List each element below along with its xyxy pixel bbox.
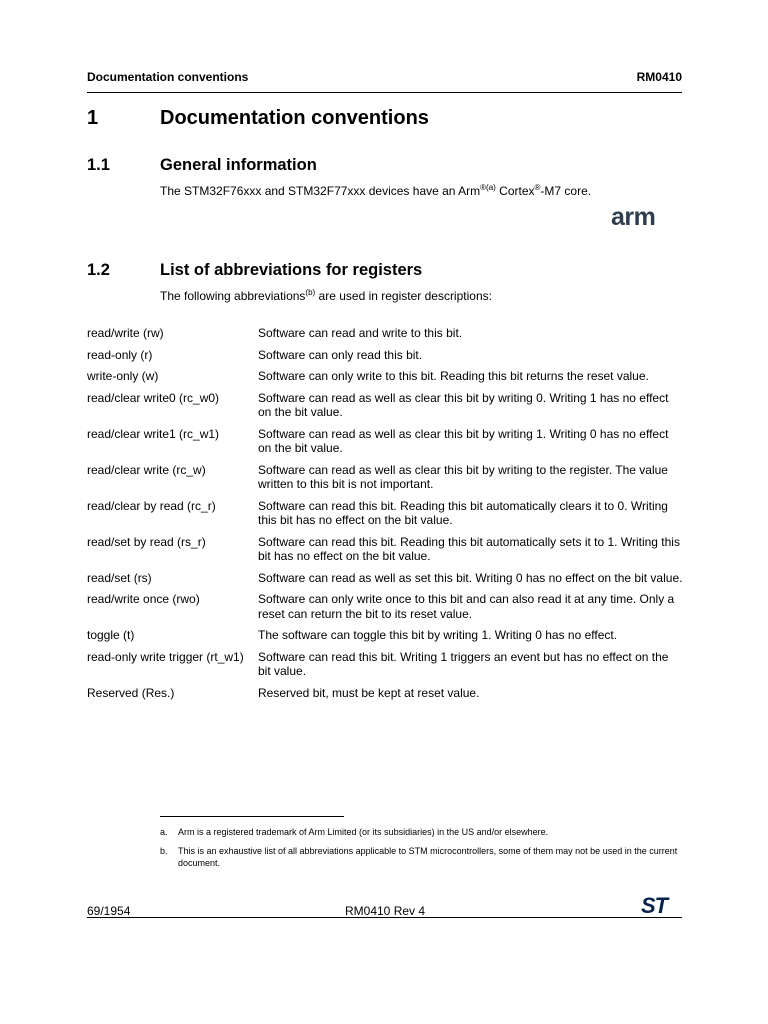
footnote-text: Arm is a registered trademark of Arm Limited (or its subsidiaries) in the US and/or elsewhere. [178, 827, 549, 837]
abbreviation-description: Software can only write to this bit. Reading this bit returns the reset value. [258, 369, 649, 383]
st-logo-text: ST [641, 894, 668, 916]
abbreviation-description: Software can only read this bit. [258, 347, 423, 362]
arm-logo [611, 204, 675, 230]
abbreviation-term: Reserved (Res.) [87, 685, 175, 700]
section-1-2-title: List of abbreviations for registers [160, 261, 423, 279]
general-info-text-c: -M7 core. [540, 184, 592, 198]
abbreviation-row [87, 427, 687, 456]
footnote-a [160, 826, 680, 838]
abbreviation-description: The software can toggle this bit by writing 1. Writing 0 has no effect. [258, 628, 618, 642]
general-info-paragraph [160, 184, 591, 198]
abbreviations-intro [160, 289, 492, 303]
page-header [87, 70, 682, 93]
abbreviation-description: Software can read this bit. Writing 1 triggers an event but has no effect on the bit value. [258, 649, 669, 678]
footnote-b [160, 845, 680, 869]
section-1-2-number: 1.2 [87, 261, 110, 279]
abbreviation-term: read/set by read (rs_r) [87, 534, 206, 549]
abbreviation-description: Software can read and write to this bit. [258, 326, 463, 340]
st-logo [640, 894, 680, 916]
abbreviation-row [87, 369, 687, 384]
abbreviation-term: read/clear write1 (rc_w1) [87, 426, 220, 441]
abbreviation-row [87, 348, 687, 363]
abbreviation-row [87, 463, 687, 492]
abbreviations-intro-text-b: are used in register descriptions: [315, 289, 492, 303]
abbreviation-description: Reserved bit, must be kept at reset value. [258, 685, 480, 700]
abbreviations-intro-text-a: The following abbreviations [160, 289, 306, 303]
abbreviation-term: toggle (t) [87, 628, 135, 642]
footnote-mark: b. [160, 846, 168, 856]
abbreviation-term: read-only write trigger (rt_w1) [87, 649, 244, 664]
abbreviations-list [87, 326, 687, 707]
abbreviation-description: Software can read this bit. Reading this bit automatically clears it to 0. Writing this bit has no effect on the bit value. [258, 498, 668, 527]
section-1-1-number: 1.1 [87, 156, 110, 174]
abbreviation-term: write-only (w) [87, 369, 159, 383]
abbreviation-term: read/write once (rwo) [87, 592, 200, 606]
abbreviation-term: read/clear by read (rc_r) [87, 498, 216, 513]
abbreviation-row [87, 650, 687, 679]
abbreviation-description: Software can read as well as clear this bit by writing 1. Writing 0 has no effect on the bit value. [258, 426, 669, 455]
abbreviation-description: Software can read as well as clear this bit by writing to the register. The value written to this bit is not important. [258, 462, 668, 491]
arm-logo-text: arm [611, 204, 656, 230]
footnote-ref-b[interactable]: (b) [305, 288, 316, 297]
abbreviation-row [87, 628, 687, 643]
chapter-title: Documentation conventions [160, 107, 429, 129]
abbreviation-description: Software can only write once to this bit and can also read it at any time. Only a reset can return the bit to its reset value. [258, 592, 675, 621]
registered-mark: ® [534, 183, 541, 192]
general-info-text-a: The STM32F76xxx and STM32F77xxx devices have an Arm [160, 184, 481, 198]
footnote-ref-a[interactable]: ®(a) [480, 183, 496, 192]
abbreviation-description: Software can read as well as clear this bit by writing 0. Writing 1 has no effect on the bit value. [258, 390, 669, 419]
section-1-1-title: General information [160, 156, 317, 174]
footnote-text: This is an exhaustive list of all abbreviations applicable to STM microcontrollers, some of them may not be used in the current document. [178, 846, 678, 868]
abbreviation-term: read/clear write0 (rc_w0) [87, 390, 220, 405]
abbreviation-row [87, 391, 687, 420]
abbreviation-row [87, 686, 687, 701]
abbreviation-row [87, 499, 687, 528]
document-revision: RM0410 Rev 4 [345, 904, 426, 918]
general-info-text-b: Cortex [495, 184, 535, 198]
abbreviation-term: read/set (rs) [87, 570, 152, 585]
page-number: 69/1954 [87, 904, 131, 918]
abbreviation-row [87, 592, 687, 621]
abbreviation-row [87, 571, 687, 586]
abbreviation-description: Software can read this bit. Reading this bit automatically sets it to 1. Writing this bit has no effect on the bit value. [258, 534, 680, 563]
abbreviation-term: read-only (r) [87, 347, 153, 362]
footnote-mark: a. [160, 827, 168, 837]
footer-divider [87, 917, 682, 918]
header-section-title: Documentation conventions [87, 70, 249, 84]
abbreviation-term: read/write (rw) [87, 326, 164, 340]
abbreviation-row [87, 535, 687, 564]
chapter-number: 1 [87, 107, 99, 129]
footnote-divider [160, 816, 344, 817]
abbreviation-description: Software can read as well as set this bit. Writing 0 has no effect on the bit value. [258, 570, 683, 585]
abbreviation-row [87, 326, 687, 341]
header-doc-id: RM0410 [636, 70, 682, 84]
abbreviation-term: read/clear write (rc_w) [87, 462, 206, 477]
